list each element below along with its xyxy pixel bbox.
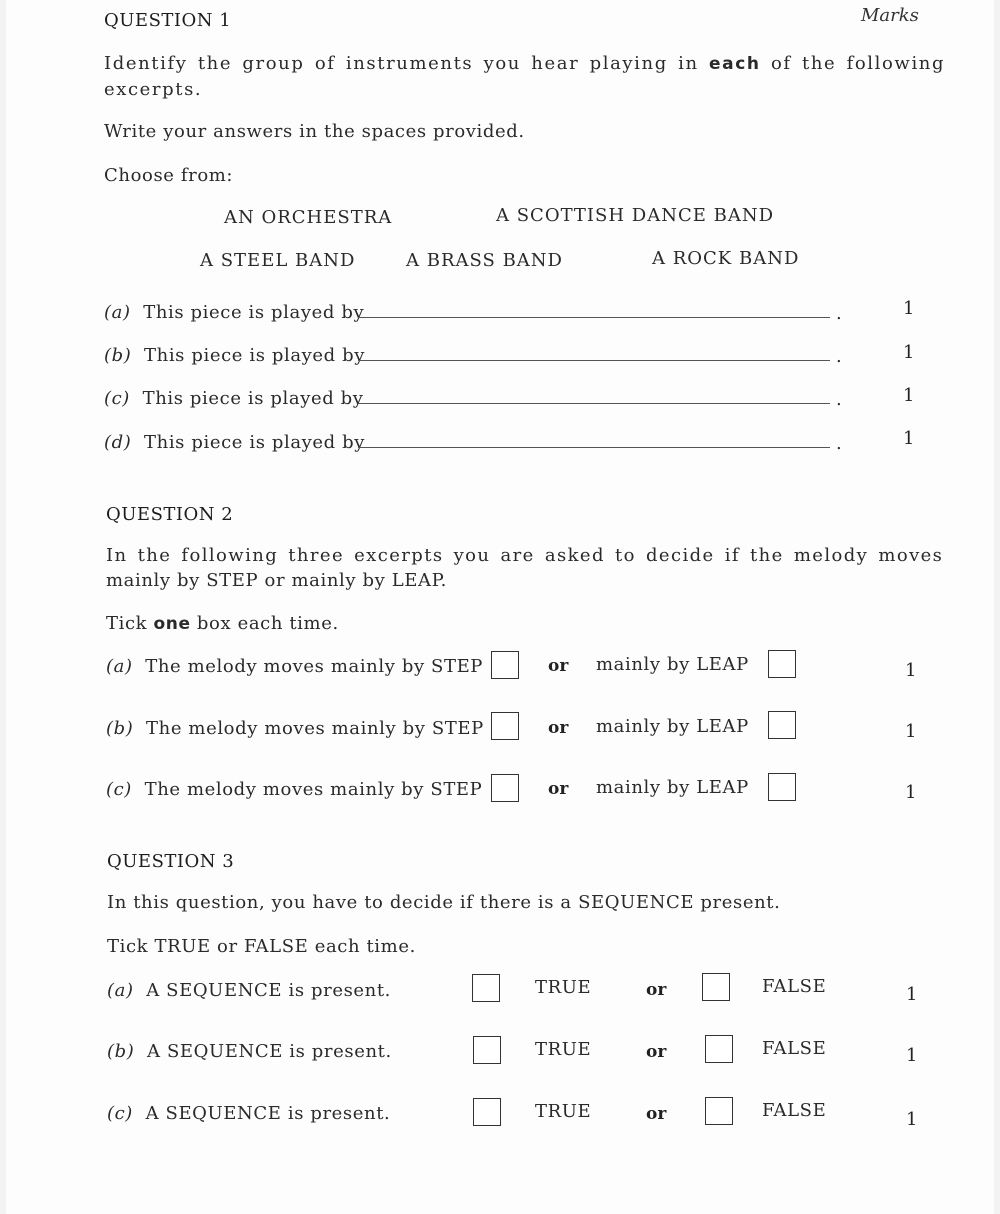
false-checkbox-b[interactable] bbox=[705, 1035, 733, 1063]
q1-item-b: (b) This piece is played by bbox=[104, 345, 366, 366]
q3-false-c: FALSE bbox=[762, 1100, 827, 1121]
q2-or-a: or bbox=[548, 656, 569, 676]
q3-intro: In this question, you have to decide if there is a SEQUENCE present. bbox=[107, 892, 781, 913]
q2-item-a: (a) The melody moves mainly by STEP bbox=[106, 656, 484, 677]
mark-q2-c: 1 bbox=[905, 782, 917, 803]
q3-item-c: (c) A SEQUENCE is present. bbox=[107, 1103, 391, 1124]
step-checkbox-c[interactable] bbox=[491, 774, 519, 802]
question-3-heading: QUESTION 3 bbox=[107, 851, 235, 872]
mark-q1-b: 1 bbox=[903, 342, 915, 363]
mark-q1-c: 1 bbox=[903, 385, 915, 406]
answer-line-a[interactable] bbox=[358, 317, 830, 318]
q2-intro: In the following three excerpts you are asked to decide if the melody moves bbox=[106, 545, 944, 566]
marks-column-heading: Marks bbox=[861, 5, 919, 26]
mark-q3-c: 1 bbox=[906, 1109, 918, 1130]
step-checkbox-b[interactable] bbox=[491, 712, 519, 740]
q3-item-b: (b) A SEQUENCE is present. bbox=[107, 1041, 392, 1062]
q2-tick-instruction: Tick one box each time. bbox=[106, 613, 339, 634]
leap-checkbox-c[interactable] bbox=[768, 773, 796, 801]
q3-true-b: TRUE bbox=[535, 1039, 592, 1060]
question-2-heading: QUESTION 2 bbox=[106, 504, 234, 525]
leap-checkbox-b[interactable] bbox=[768, 711, 796, 739]
q2-item-b: (b) The melody moves mainly by STEP bbox=[106, 718, 484, 739]
question-1-heading: QUESTION 1 bbox=[104, 10, 232, 31]
false-checkbox-a[interactable] bbox=[702, 973, 730, 1001]
q3-true-a: TRUE bbox=[535, 977, 592, 998]
answer-line-c[interactable] bbox=[358, 403, 830, 404]
q3-true-c: TRUE bbox=[535, 1101, 592, 1122]
q2-alt-b: mainly by LEAP bbox=[596, 716, 749, 737]
q2-item-c: (c) The melody moves mainly by STEP bbox=[106, 779, 483, 800]
q2-intro-line2: mainly by STEP or mainly by LEAP. bbox=[106, 570, 447, 591]
true-checkbox-b[interactable] bbox=[473, 1036, 501, 1064]
true-checkbox-a[interactable] bbox=[472, 974, 500, 1002]
q2-or-b: or bbox=[548, 718, 569, 738]
q2-or-c: or bbox=[548, 779, 569, 799]
q3-false-b: FALSE bbox=[762, 1038, 827, 1059]
option-brass-band: A BRASS BAND bbox=[406, 250, 563, 271]
option-steel-band: A STEEL BAND bbox=[200, 250, 356, 271]
q2-alt-a: mainly by LEAP bbox=[596, 654, 749, 675]
q3-or-b: or bbox=[646, 1042, 667, 1062]
q3-instruction: Tick TRUE or FALSE each time. bbox=[107, 936, 416, 957]
true-checkbox-c[interactable] bbox=[473, 1098, 501, 1126]
exam-page bbox=[6, 0, 994, 1214]
leap-checkbox-a[interactable] bbox=[768, 650, 796, 678]
q1-item-c: (c) This piece is played by bbox=[104, 388, 364, 409]
mark-q2-a: 1 bbox=[905, 660, 917, 681]
q1-instruction: Write your answers in the spaces provided. bbox=[104, 121, 525, 142]
q1-item-b-end: . bbox=[836, 346, 843, 367]
option-scottish-dance-band: A SCOTTISH DANCE BAND bbox=[496, 205, 775, 226]
mark-q3-a: 1 bbox=[906, 984, 918, 1005]
q1-intro-line2: excerpts. bbox=[104, 79, 203, 100]
q1-item-a-end: . bbox=[836, 303, 843, 324]
q3-false-a: FALSE bbox=[762, 976, 827, 997]
q1-item-d: (d) This piece is played by bbox=[104, 432, 366, 453]
q1-choose-from: Choose from: bbox=[104, 165, 234, 186]
mark-q1-a: 1 bbox=[903, 298, 915, 319]
q2-alt-c: mainly by LEAP bbox=[596, 777, 749, 798]
q3-or-c: or bbox=[646, 1104, 667, 1124]
q1-item-c-end: . bbox=[836, 389, 843, 410]
q3-or-a: or bbox=[646, 980, 667, 1000]
q3-item-a: (a) A SEQUENCE is present. bbox=[107, 980, 392, 1001]
answer-line-d[interactable] bbox=[358, 447, 830, 448]
q1-intro: Identify the group of instruments you hear playing in each of the following bbox=[104, 53, 946, 74]
q1-item-a: (a) This piece is played by bbox=[104, 302, 365, 323]
option-rock-band: A ROCK BAND bbox=[652, 248, 800, 269]
mark-q1-d: 1 bbox=[903, 428, 915, 449]
q1-item-d-end: . bbox=[836, 433, 843, 454]
step-checkbox-a[interactable] bbox=[491, 651, 519, 679]
answer-line-b[interactable] bbox=[358, 360, 830, 361]
mark-q2-b: 1 bbox=[905, 721, 917, 742]
false-checkbox-c[interactable] bbox=[705, 1097, 733, 1125]
option-orchestra: AN ORCHESTRA bbox=[224, 207, 393, 228]
mark-q3-b: 1 bbox=[906, 1045, 918, 1066]
